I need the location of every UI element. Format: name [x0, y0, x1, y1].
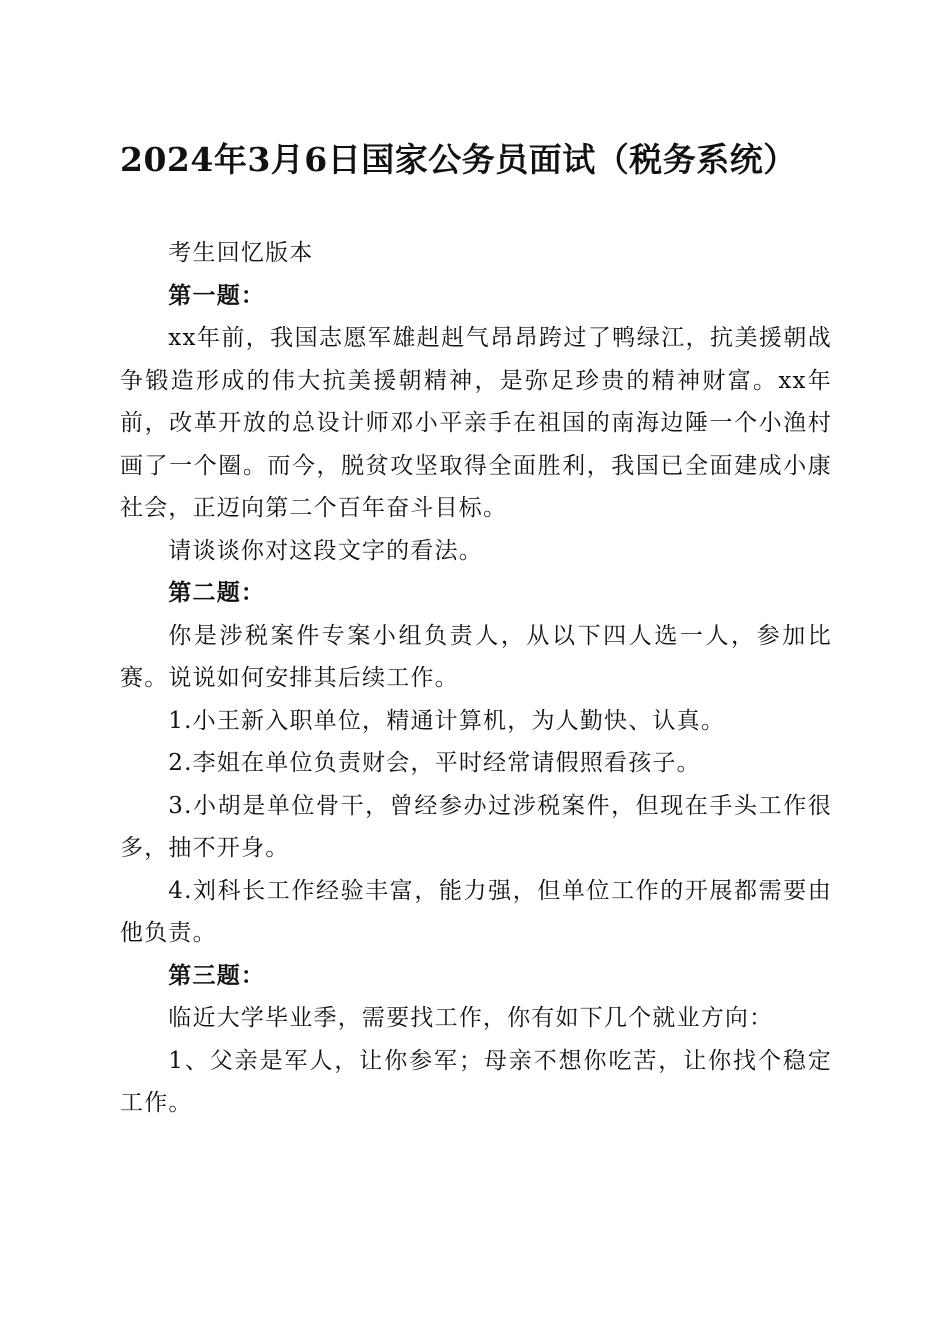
question-2-heading: 第二题：	[168, 579, 266, 606]
question-1-text: xx年前，我国志愿军雄赳赳气昂昂跨过了鸭绿江，抗美援朝战争锻造形成的伟大抗美援朝精神，是弥足珍贵的精神财富。xx年前，改革开放的总设计师邓小平亲手在祖国的南海边陲一个小渔村画了一个圈。而今，脱贫攻坚取得全面胜利，我国已全面建成小康社会，正迈向第二个百年奋斗目标。	[120, 325, 832, 521]
question-3-text: 临近大学毕业季，需要找工作，你有如下几个就业方向：	[168, 1005, 774, 1031]
question-2-option-4: 4.刘科长工作经验丰富，能力强，但单位工作的开展都需要由他负责。	[120, 877, 832, 946]
question-1-heading: 第一题：	[168, 281, 266, 309]
question-1-prompt: 请谈谈你对这段文字的看法。	[168, 537, 483, 564]
document-body	[120, 232, 832, 1125]
document-title: 2024年3月6日国家公务员面试（税务系统）	[120, 140, 797, 179]
question-2-option-2: 2.李姐在单位负责财会，平时经常请假照看孩子。	[168, 750, 701, 776]
question-2-option-1: 1.小王新入职单位，精通计算机，为人勤快、认真。	[168, 707, 726, 734]
paragraph-source-note: 考生回忆版本	[168, 240, 314, 266]
question-2-option-3: 3.小胡是单位骨干，曾经参办过涉税案件，但现在手头工作很多，抽不开身。	[120, 792, 832, 861]
question-3-heading: 第三题：	[168, 961, 266, 989]
question-3-option-1: 1、父亲是军人，让你参军；母亲不想你吃苦，让你找个稳定工作。	[120, 1047, 832, 1116]
question-2-text: 你是涉税案件专案小组负责人，从以下四人选一人，参加比赛。说说如何安排其后续工作。	[120, 622, 832, 691]
